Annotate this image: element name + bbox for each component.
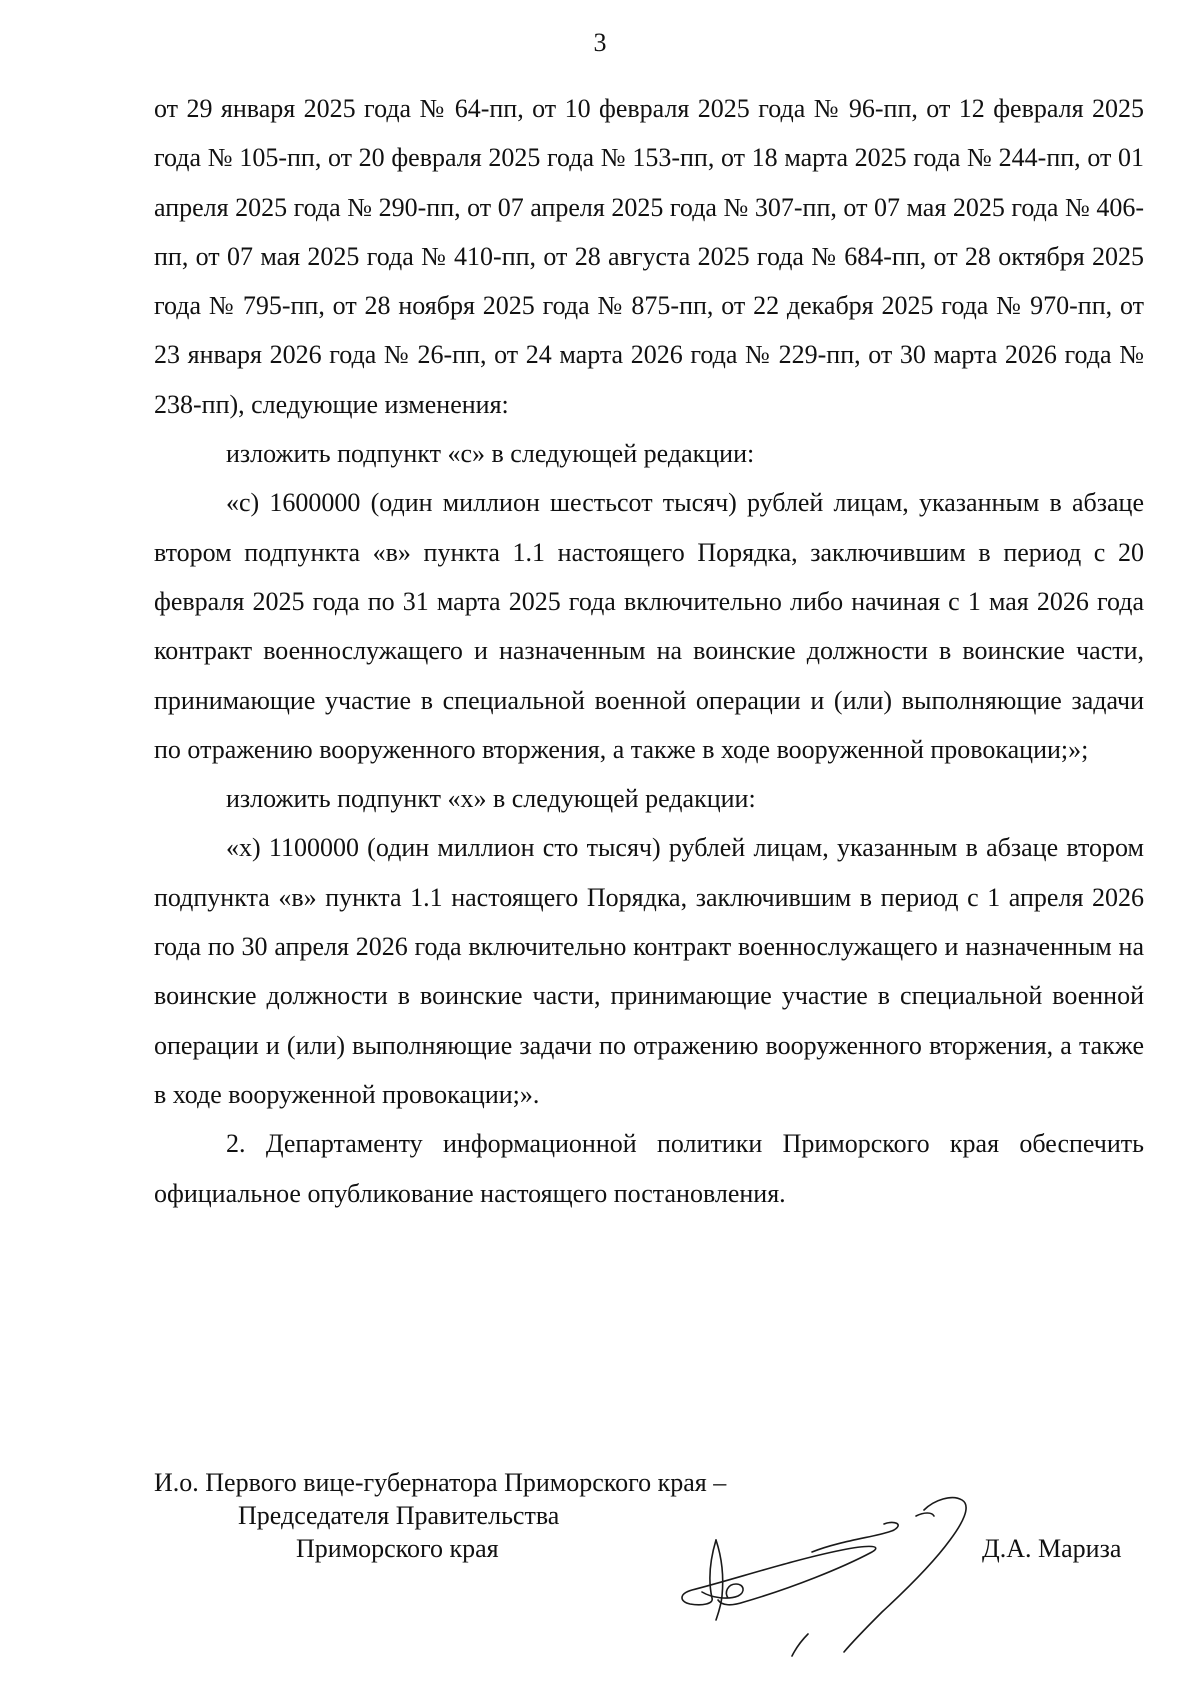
document-body [154, 84, 1144, 1218]
paragraph-subpoint-c: «с) 1600000 (один миллион шестьсот тысяч) рублей лицам, указанным в абзаце втором подпункта «в» пункта 1.1 настоящего Порядка, заключившим в период с 20 февраля 2025 года по 31 марта 2025 года включительно либо начиная с 1 мая 2026 года контракт военнослужащего и назначенным на воинские должности в воинские части, принимающие участие в специальной военной операции и (или) выполняющие задачи по отражению вооруженного вторжения, а также в ходе вооруженной провокации;»; [154, 488, 1144, 764]
signature-position-line-2: Председателя Правительства [238, 1501, 560, 1530]
paragraph-item-2: 2. Департаменту информационной политики Приморского края обеспечить официальное опубликование настоящего постановления. [154, 1129, 1144, 1208]
signature-position-line-3: Приморского края [296, 1534, 499, 1563]
paragraph-subpoint-x: «х) 1100000 (один миллион сто тысяч) рублей лицам, указанным в абзаце втором подпункта «в» пункта 1.1 настоящего Порядка, заключившим в период с 1 апреля 2026 года по 30 апреля 2026 года включительно контракт военнослужащего и назначенным на воинские должности в воинские части, принимающие участие в специальной военной операции и (или) выполняющие задачи по отражению вооруженного вторжения, а также в ходе вооруженной провокации;». [154, 833, 1144, 1109]
paragraph-instruction-x: изложить подпункт «х» в следующей редакции: [226, 784, 756, 814]
signature-position-line-1: И.о. Первого вице-губернатора Приморского края – [154, 1468, 727, 1497]
page-number: 3 [593, 28, 607, 57]
handwritten-signature [672, 1480, 1032, 1660]
signatory-name: Д.А. Мариза [982, 1534, 1122, 1563]
paragraph-amendments-list: от 29 января 2025 года № 64-пп, от 10 февраля 2025 года № 96-пп, от 12 февраля 2025 года № 105-пп, от 20 февраля 2025 года № 153-пп, от 18 марта 2025 года № 244-пп, от 01 апреля 2025 года № 290-пп, от 07 апреля 2025 года № 307-пп, от 07 мая 2025 года № 406-пп, от 07 мая 2025 года № 410-пп, от 28 августа 2025 года № 684-пп, от 28 октября 2025 года № 795-пп, от 28 ноября 2025 года № 875-пп, от 22 декабря 2025 года № 970-пп, от 23 января 2026 года № 26-пп, от 24 марта 2026 года № 229-пп, от 30 марта 2026 года № 238-пп), следующие изменения: [154, 94, 1144, 419]
paragraph-instruction-c: изложить подпункт «с» в следующей редакции: [226, 439, 755, 469]
